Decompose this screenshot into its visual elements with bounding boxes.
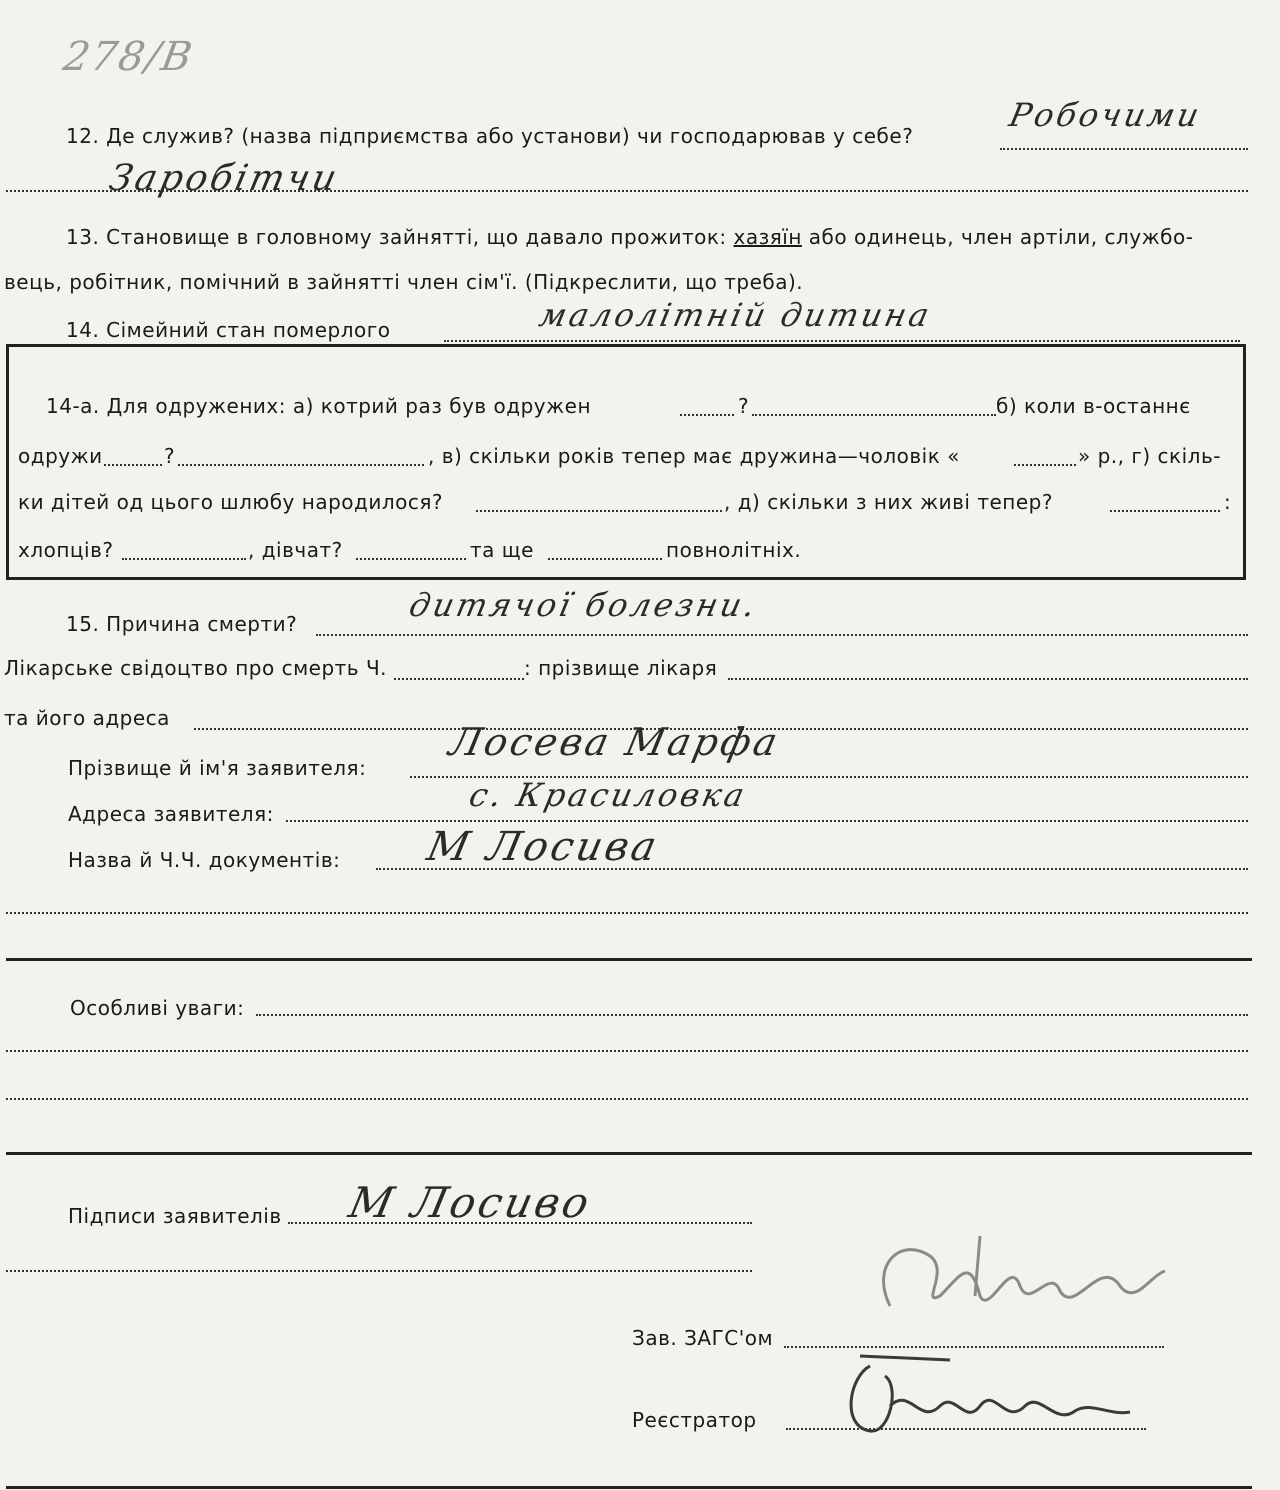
q14a-text-9: , дівчат? — [248, 538, 343, 562]
zags-label: Зав. ЗАГС'ом — [632, 1326, 774, 1350]
q12-answer-2: Заробітчи — [105, 158, 344, 199]
q14a-text-3: одружи — [18, 444, 103, 468]
documents-value: М Лосива — [423, 824, 664, 870]
remarks-label: Особливі уваги: — [70, 996, 245, 1020]
applicant-address-label: Адреса заявителя: — [68, 802, 274, 826]
q14a-text-6: ки дітей од цього шлюбу народилося? — [18, 490, 443, 514]
registrar-signature — [830, 1346, 1150, 1446]
applicant-name-value: Лосева Марфа — [445, 720, 785, 764]
q14a-text-11: повнолітніх. — [666, 538, 802, 562]
registrar-label: Реєстратор — [632, 1408, 757, 1432]
archive-mark: 278/B — [59, 34, 198, 80]
doctor-label: : прізвище лікаря — [524, 656, 718, 680]
q14a-text-10: та ще — [470, 538, 534, 562]
q14-label: 14. Сімейний стан померлого — [66, 318, 391, 342]
q12-answer-1: Робочими — [1005, 96, 1206, 134]
q14a-text-7: , д) скільки з них живі тепер? — [724, 490, 1053, 514]
applicant-signatures-value: М Лосиво — [344, 1178, 597, 1227]
address-label: та його адреса — [4, 706, 170, 730]
q14a-text-8: хлопців? — [18, 538, 114, 562]
q13-underlined-option: хазяїн — [733, 225, 802, 249]
q14-answer: малолітній дитина — [535, 296, 936, 334]
q13-line2: вець, робітник, помічний в зайнятті член сім'ї. (Підкреслити, що треба). — [4, 270, 804, 294]
applicant-name-label: Прізвище й ім'я заявителя: — [68, 756, 367, 780]
applicant-signatures-label: Підписи заявителів — [68, 1204, 282, 1228]
q14a-text-2: б) коли в-останнє — [996, 394, 1191, 418]
death-record-form-page: 278/B 12. Де служив? (назва підприємства або установи) чи господарював у себе? Робочими Заробітчи 13. Становище в головному зайнятті, що давало прожиток: хазяїн або одинець, член артіли, службо- вець, робітник, помічний в зайнятті член сім'ї. (Підкреслити, що треба). 14. Сімейний стан померлого малолітній дитина 14-а. Для одружених: а) котрий раз був одружен ? б) коли в-останнє одружи ? , в) скільки років тепер має дружина—чоловік « » р., г) скіль- ки дітей од цього шлюбу народилося? , д) скільки з них живі тепер? : хлопців? , дівчат? та ще повнолітніх. 15. Причина смерти? дитячої болезни. Лікарське свідоцтво про смерть Ч. : прізвище лікаря та його адреса Прізвище й ім'я заявителя: Лосева Марфа Адреса заявителя: с. Красиловка Назва й Ч.Ч. документів: М Лосива Особливі уваги: Підписи заявителів М Лосиво Зав. ЗАГС'ом Реєстратор — [0, 0, 1280, 1490]
q14a-text-1: 14-а. Для одружених: а) котрий раз був одружен — [46, 394, 592, 418]
q12-label: 12. Де служив? (назва підприємства або установи) чи господарював у себе? — [66, 124, 914, 148]
applicant-address-value: с. Красиловка — [465, 776, 751, 814]
documents-label: Назва й Ч.Ч. документів: — [68, 848, 341, 872]
divider-1 — [6, 958, 1252, 961]
q13-prefix: 13. Становище в головному зайнятті, що давало прожиток: — [66, 225, 734, 249]
q14a-text-5: » р., г) скіль- — [1078, 444, 1221, 468]
q14a-text-4: , в) скільки років тепер має дружина—чоловік « — [428, 444, 960, 468]
q13-suffix: або одинець, член артіли, службо- — [801, 225, 1194, 249]
zags-head-signature — [860, 1226, 1180, 1336]
q15-label: 15. Причина смерти? — [66, 612, 298, 636]
divider-2 — [6, 1152, 1252, 1155]
medical-label: Лікарське свідоцтво про смерть Ч. — [4, 656, 388, 680]
bottom-rule — [6, 1486, 1252, 1489]
q15-answer: дитячої болезни. — [405, 586, 762, 624]
